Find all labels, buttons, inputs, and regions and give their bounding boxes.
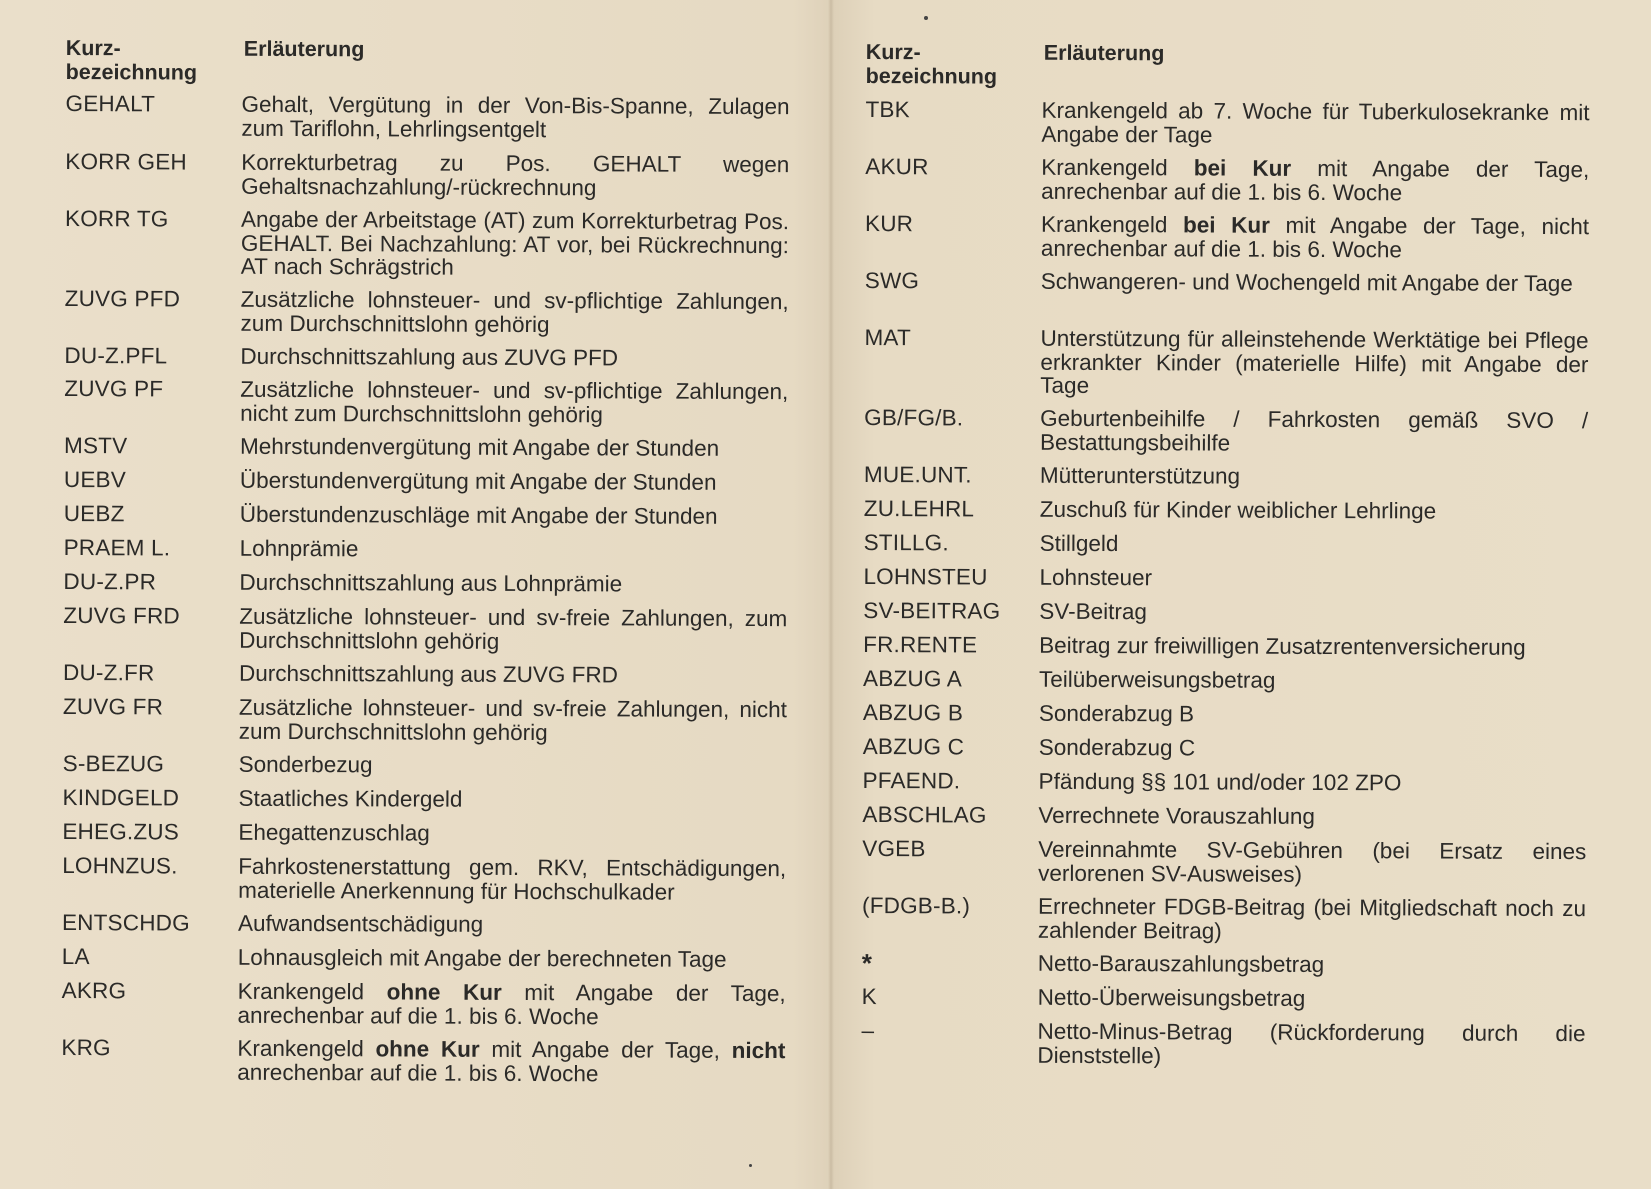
table-row (65, 207, 825, 281)
table-row (865, 212, 1625, 262)
abbr-cell: KORR TG (64, 205, 169, 232)
table-row (863, 735, 1623, 762)
table-row (864, 463, 1624, 490)
table-row (862, 803, 1622, 830)
table-row (863, 599, 1623, 626)
left-column (61, 0, 826, 1086)
table-row (64, 434, 824, 461)
table-row (63, 695, 823, 745)
abbr-cell: DU-Z.PR (63, 568, 157, 595)
paper-speck (749, 1164, 752, 1167)
explanation-cell: Zuschuß für Kinder weiblicher Lehrlinge (1039, 496, 1437, 524)
table-row (65, 92, 825, 142)
table-row (863, 565, 1623, 592)
explanation-cell: Krankengeld ab 7. Woche für Tuberkulosekranke mit Angabe der Tage (1041, 97, 1590, 148)
abbr-cell: KORR GEH (65, 148, 187, 175)
explanation-cell: Durchschnittszahlung aus Lohnprämie (239, 569, 623, 597)
table-row (863, 667, 1623, 694)
abbr-cell: MAT (864, 324, 912, 351)
abbr-cell: GEHALT (65, 90, 156, 117)
abbr-cell: – (861, 1017, 875, 1044)
table-row (865, 98, 1625, 148)
table-row (862, 894, 1622, 944)
explanation-cell: Krankengeld bei Kur mit Angabe der Tage, anrechenbar auf die 1. bis 6. Woche (1041, 154, 1590, 205)
table-row (62, 786, 822, 813)
explanation-cell: Verrechnete Vorauszahlung (1038, 802, 1315, 829)
explanation-cell: Zusätzliche lohnsteuer- und sv-freie Zahlungen, zum Durchschnittslohn gehörig (239, 603, 788, 654)
table-row (865, 269, 1625, 296)
abbr-cell: ZUVG PFD (64, 285, 181, 312)
table-row (63, 604, 823, 654)
abbr-cell: KINDGELD (62, 784, 180, 811)
explanation-cell: Vereinnahmte SV-Gebühren (bei Ersatz eines verlorenen SV-Ausweises) (1038, 836, 1587, 887)
explanation-cell: Teilüberweisungsbetrag (1038, 666, 1276, 693)
abbr-cell: AKRG (61, 977, 127, 1004)
explanation-cell: Aufwandsentschädigung (237, 910, 484, 937)
explanation-cell: Durchschnittszahlung aus ZUVG FRD (239, 660, 619, 688)
abbr-cell: PRAEM L. (63, 534, 171, 561)
abbr-cell: PFAEND. (862, 767, 961, 794)
abbr-cell: STILLG. (863, 529, 949, 556)
abbr-cell: (FDGB-B.) (861, 892, 971, 919)
table-row (63, 570, 823, 597)
abbr-cell: ZU.LEHRL (863, 495, 975, 522)
explanation-cell: Lohnsteuer (1039, 564, 1153, 591)
explanation-cell: Sonderbezug (238, 751, 373, 778)
explanation-cell: Zusätzliche lohnsteuer- und sv-freie Zahlungen, nicht zum Durchschnittslohn gehörig (238, 694, 787, 745)
table-row (864, 497, 1624, 524)
table-row (64, 536, 824, 563)
abbr-cell: ABZUG A (862, 665, 963, 692)
abbr-cell: * (861, 947, 873, 979)
table-row (863, 701, 1623, 728)
abbr-cell: EHEG.ZUS (62, 818, 180, 845)
table-row (64, 468, 824, 495)
table-row (62, 820, 822, 847)
abbr-cell: ABSCHLAG (862, 801, 987, 828)
table-row (862, 985, 1622, 1012)
abbr-cell: UEBV (63, 466, 127, 493)
explanation-cell: Lohnprämie (239, 535, 359, 562)
abbr-cell: DU-Z.FR (63, 659, 155, 686)
right-column (861, 0, 1626, 1068)
abbr-cell: KUR (864, 210, 914, 237)
explanation-cell: Sonderabzug C (1038, 734, 1196, 761)
abbr-cell: ZUVG FRD (63, 602, 180, 629)
abbr-cell: S-BEZUG (62, 750, 165, 777)
explanation-cell: Schwangeren- und Wochengeld mit Angabe der Tage (1040, 268, 1573, 297)
explanation-cell: Netto-Barauszahlungsbetrag (1037, 950, 1325, 978)
explanation-cell: Geburtenbeihilfe / Fahrkosten gemäß SVO / Bestattungsbeihilfe (1040, 405, 1589, 456)
abbr-cell: TBK (865, 96, 910, 123)
table-row (862, 837, 1622, 887)
table-row (65, 287, 825, 337)
explanation-cell: Pfändung §§ 101 und/oder 102 ZPO (1038, 768, 1402, 796)
table-row (861, 1019, 1621, 1069)
abbr-cell: MSTV (64, 432, 128, 459)
header-explanation: Erläuterung (1043, 40, 1165, 66)
explanation-cell: Gehalt, Vergütung in der Von-Bis-Spanne, Zulagen zum Tariflohn, Lehrlingsentgelt (241, 91, 790, 142)
explanation-cell: Krankengeld ohne Kur mit Angabe der Tage, anrechenbar auf die 1. bis 6. Woche (237, 978, 786, 1029)
abbr-cell: LOHNZUS. (62, 852, 178, 879)
explanation-cell: Stillgeld (1039, 530, 1119, 557)
table-row (64, 377, 824, 427)
abbr-cell: MUE.UNT. (863, 461, 972, 488)
table-row (63, 661, 823, 688)
explanation-cell: Zusätzliche lohnsteuer- und sv-pflichtige Zahlungen, nicht zum Durchschnittslohn gehörig (240, 376, 789, 427)
table-row (64, 502, 824, 529)
abbr-cell: ENTSCHDG (61, 909, 190, 936)
abbr-cell: ABZUG C (862, 733, 965, 760)
explanation-cell: Staatliches Kindergeld (238, 785, 463, 812)
table-row (61, 1036, 821, 1086)
table-row (865, 155, 1625, 205)
explanation-cell: Errechneter FDGB-Beitrag (bei Mitgliedschaft noch zu zahlender Beitrag) (1037, 893, 1587, 944)
explanation-cell: Unterstützung für alleinstehende Werktätige bei Pflege erkrankter Kinder (materielle Hilfe) mit Angabe der Tage (1040, 325, 1589, 398)
table-row (864, 326, 1624, 400)
explanation-cell: SV-Beitrag (1039, 598, 1147, 625)
table-row (62, 945, 822, 972)
abbr-cell: FR.RENTE (863, 631, 978, 658)
explanation-cell: Mütterunterstützung (1039, 462, 1241, 489)
explanation-cell: Netto-Minus-Betrag (Rückforderung durch die Dienststelle) (1037, 1018, 1586, 1068)
header-explanation: Erläuterung (243, 36, 365, 62)
explanation-cell: Krankengeld bei Kur mit Angabe der Tage, nicht anrechenbar auf die 1. bis 6. Woche (1040, 211, 1590, 262)
abbr-cell: UEBZ (63, 500, 125, 527)
fold-line (828, 0, 834, 1189)
explanation-cell: Angabe der Arbeitstage (AT) zum Korrekturbetrag Pos. GEHALT. Bei Nachzahlung: AT vor, bei Rückrechnung: AT nach Schrägstrich (240, 206, 790, 280)
right-header (866, 40, 1626, 91)
explanation-cell: Beitrag zur freiwilligen Zusatzrentenversicherung (1039, 632, 1526, 660)
abbr-cell: LA (61, 943, 90, 970)
explanation-cell: Lohnausgleich mit Angabe der berechneten Tage (237, 944, 727, 972)
table-row (62, 854, 822, 904)
table-row (65, 150, 825, 200)
table-row (863, 633, 1623, 660)
abbr-cell: SWG (864, 267, 920, 294)
table-row (62, 911, 822, 938)
explanation-cell: Krankengeld ohne Kur mit Angabe der Tage, nicht anrechenbar auf die 1. bis 6. Woche (237, 1035, 786, 1086)
abbr-cell: VGEB (862, 835, 926, 862)
abbr-cell: DU-Z.PFL (64, 342, 168, 369)
abbr-cell: ABZUG B (862, 699, 964, 726)
table-row (863, 769, 1623, 796)
abbr-cell: LOHNSTEU (863, 563, 988, 590)
explanation-cell: Fahrkostenerstattung gem. RKV, Entschädigungen, materielle Anerkennung für Hochschulkader (238, 853, 787, 905)
explanation-cell: Sonderabzug B (1038, 700, 1195, 727)
table-row (64, 344, 824, 371)
abbr-cell: ZUVG PF (64, 375, 164, 402)
abbr-cell: ZUVG FR (62, 693, 164, 720)
table-row (864, 406, 1624, 456)
header-abbr: Kurz- bezeichnung (65, 35, 198, 85)
explanation-cell: Korrekturbetrag zu Pos. GEHALT wegen Gehaltsnachzahlung/-rückrechnung (241, 149, 790, 200)
explanation-cell: Netto-Überweisungsbetrag (1037, 984, 1306, 1011)
abbr-cell: GB/FG/B. (864, 404, 964, 431)
explanation-cell: Zusätzliche lohnsteuer- und sv-pflichtige Zahlungen, zum Durchschnittslohn gehörig (240, 286, 789, 337)
explanation-cell: Ehegattenzuschlag (238, 819, 430, 846)
abbr-cell: AKUR (865, 153, 929, 180)
explanation-cell: Überstundenvergütung mit Angabe der Stunden (239, 467, 717, 495)
explanation-cell: Überstundenzuschläge mit Angabe der Stunden (239, 501, 718, 529)
header-abbr: Kurz- bezeichnung (865, 39, 998, 89)
abbr-cell: KRG (61, 1034, 111, 1061)
explanation-cell: Mehrstundenvergütung mit Angabe der Stunden (239, 433, 720, 461)
table-row (62, 979, 822, 1029)
abbr-cell: K (861, 983, 877, 1010)
left-header (66, 36, 826, 87)
table-row (864, 531, 1624, 558)
table-row (63, 752, 823, 779)
paper-speck (924, 16, 928, 20)
table-row (861, 947, 1622, 979)
abbr-cell: SV-BEITRAG (863, 597, 1001, 624)
explanation-cell: Durchschnittszahlung aus ZUVG PFD (240, 343, 619, 371)
